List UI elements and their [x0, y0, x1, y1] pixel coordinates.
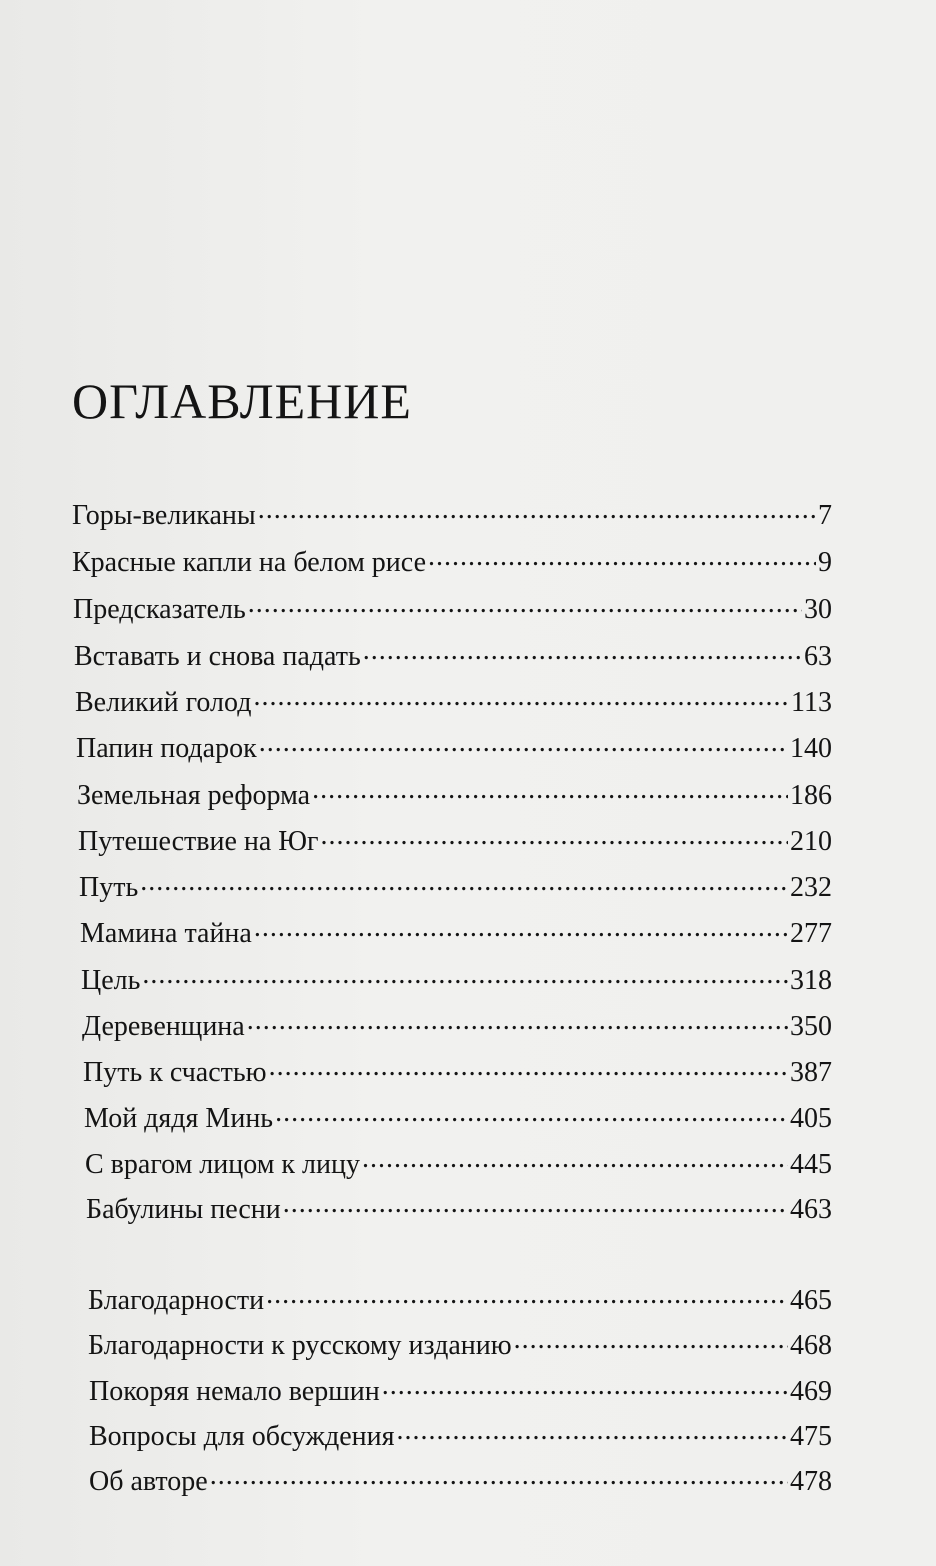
toc-entry: [78, 822, 832, 856]
toc-entry: [82, 1007, 832, 1041]
toc-leader-dots: [140, 868, 788, 896]
toc-entry-title: Вставать и снова падать: [74, 641, 361, 672]
toc-entry-title: Благодарности к русскому изданию: [88, 1330, 512, 1361]
toc-entry: [89, 1372, 832, 1406]
toc-entry-page: 7: [818, 500, 832, 531]
toc-entry-page: 468: [790, 1330, 832, 1361]
toc-entry-title: Земельная реформа: [77, 780, 311, 811]
toc-entry-title: Покоряя немало вершин: [89, 1376, 380, 1407]
toc-entry-title: Бабулины песни: [86, 1194, 281, 1225]
toc-entry: [79, 868, 832, 902]
toc-entry-title: Путешествие на Юг: [78, 826, 319, 857]
toc-entry-title: Вопросы для обсуждения: [89, 1421, 395, 1452]
toc-entry-page: 30: [804, 594, 832, 625]
toc-entry-page: 350: [790, 1011, 832, 1042]
toc-leader-dots: [259, 729, 788, 757]
toc-entry-page: 186: [790, 780, 832, 811]
toc-entry-title: Деревенщина: [82, 1011, 245, 1042]
toc-leader-dots: [269, 1053, 788, 1081]
toc-entry-title: С врагом лицом к лицу: [85, 1149, 360, 1180]
toc-entry-page: 232: [790, 872, 832, 903]
toc-entry-page: 318: [790, 965, 832, 996]
toc-entry-page: 140: [790, 733, 832, 764]
toc-entry: [89, 1462, 832, 1496]
toc-leader-dots: [321, 822, 788, 850]
toc-entry-title: Папин подарок: [76, 733, 257, 764]
toc-leader-dots: [266, 1281, 788, 1309]
toc-entry-page: 387: [790, 1057, 832, 1088]
toc-entry-page: 405: [790, 1103, 832, 1134]
page-title: ОГЛАВЛЕНИЕ: [72, 373, 412, 429]
toc-leader-dots: [312, 776, 788, 804]
toc-entry-title: Великий голод: [75, 687, 252, 718]
toc-entry: [85, 1145, 832, 1179]
toc-leader-dots: [382, 1372, 788, 1400]
toc-entry: [89, 1417, 832, 1451]
toc-entry: [74, 637, 832, 671]
toc-leader-dots: [283, 1190, 788, 1218]
toc-entry-page: 277: [790, 918, 832, 949]
toc-entry-title: Мамина тайна: [80, 918, 252, 949]
toc-entry: [80, 914, 832, 948]
toc-leader-dots: [248, 590, 802, 618]
toc-leader-dots: [142, 961, 788, 989]
toc-entry-page: 465: [790, 1285, 832, 1316]
toc-leader-dots: [258, 496, 816, 524]
toc-entry-title: Мой дядя Минь: [84, 1103, 274, 1134]
toc-leader-dots: [363, 637, 802, 665]
toc-entry-page: 463: [790, 1194, 832, 1225]
toc-entry-page: 63: [804, 641, 832, 672]
toc-leader-dots: [428, 543, 816, 571]
toc-leader-dots: [514, 1326, 788, 1354]
toc-entry: [83, 1053, 832, 1087]
toc-entry-title: Благодарности: [88, 1285, 265, 1316]
toc-leader-dots: [253, 683, 789, 711]
toc-entry-page: 475: [790, 1421, 832, 1452]
toc-entry-page: 478: [790, 1466, 832, 1497]
toc-entry: [88, 1326, 832, 1360]
toc-entry-title: Горы-великаны: [72, 500, 256, 531]
toc-entry-page: 469: [790, 1376, 832, 1407]
toc-entry: [72, 496, 832, 530]
toc-leader-dots: [362, 1145, 788, 1173]
toc-entry-page: 445: [790, 1149, 832, 1180]
toc-entry-page: 113: [791, 687, 832, 718]
toc-leader-dots: [397, 1417, 789, 1445]
toc-entry: [86, 1190, 832, 1224]
toc-entry-title: Путь к счастью: [83, 1057, 267, 1088]
toc-entry-page: 210: [790, 826, 832, 857]
toc-entry: [75, 683, 832, 717]
toc-leader-dots: [247, 1007, 788, 1035]
toc-entry-page: 9: [818, 547, 832, 578]
toc-entry-title: Об авторе: [89, 1466, 208, 1497]
toc-entry-title: Красные капли на белом рисе: [72, 547, 426, 578]
toc-leader-dots: [254, 914, 788, 942]
toc-entry: [72, 543, 832, 577]
toc-entry-title: Путь: [79, 872, 139, 903]
toc-entry: [73, 590, 832, 624]
toc-entry: [76, 729, 832, 763]
toc-entry: [88, 1281, 832, 1315]
toc-entry-title: Предсказатель: [73, 594, 246, 625]
toc-leader-dots: [210, 1462, 788, 1490]
toc-entry: [84, 1099, 832, 1133]
toc-entry: [77, 776, 832, 810]
toc-entry: [81, 961, 832, 995]
toc-entry-title: Цель: [81, 965, 141, 996]
toc-leader-dots: [275, 1099, 788, 1127]
